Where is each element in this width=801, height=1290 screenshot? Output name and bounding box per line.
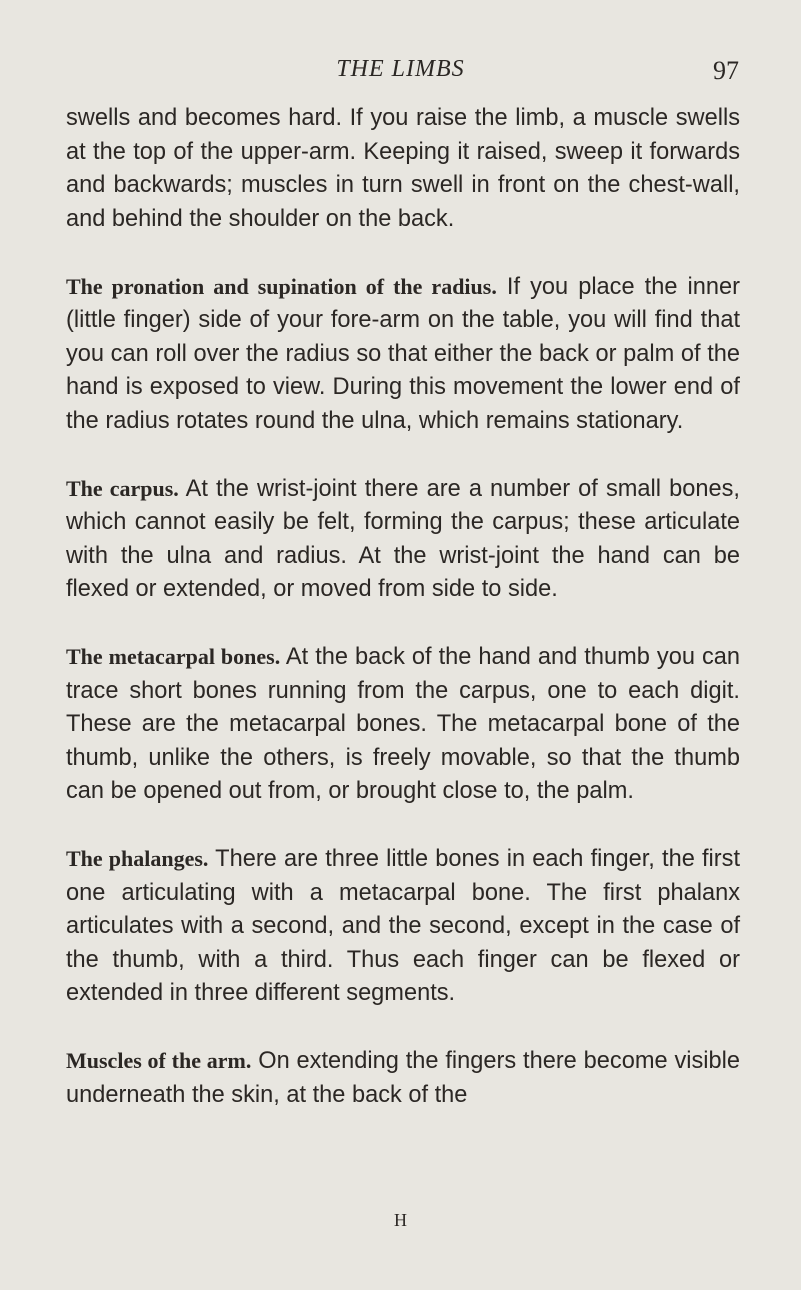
page-number: 97 [713, 56, 739, 85]
paragraph-text: There are three little bones in each finger, the first one articulating with a metacarpal bone. The first phalanx articulates with a second, and the second, except in the case of the thumb, with a third. Thus each finger can be flexed or extended in three different segments. [66, 846, 740, 1006]
signature-mark: H [394, 1210, 407, 1230]
paragraph-heading: Muscles of the arm. [66, 1048, 252, 1073]
paragraph-heading: The carpus. [66, 475, 179, 501]
paragraph-muscles-of-arm [66, 1044, 740, 1112]
paragraph-phalanges [66, 842, 740, 1011]
body-text [66, 102, 740, 1112]
paragraph-text: At the back of the hand and thumb you can trace short bones running from the carpus, one to each digit. These are the metacarpal bones. The metacarpal bone of the thumb, unlike the others, is freely movable, so that the thumb can be opened out from, or brought close to, the palm. [66, 644, 740, 804]
paragraph-continuation [66, 102, 740, 236]
paragraph-pronation-supination [66, 270, 740, 439]
paragraph-text: At the wrist-joint there are a number of small bones, which cannot easily be felt, forming the carpus; these articulate with the ulna and radius. At the wrist-joint the hand can be flexed or extended, or moved from side to side. [66, 475, 740, 602]
paragraph-carpus [66, 472, 740, 607]
paragraph-heading: The phalanges. [66, 846, 209, 871]
paragraph-text: On extending the fingers there become visible underneath the skin, at the back of the [66, 1048, 741, 1108]
paragraph-heading: The pronation and supination of the radius. [66, 273, 497, 299]
running-head [0, 56, 801, 92]
paragraph-heading: The metacarpal bones. [66, 644, 281, 669]
running-title: THE LIMBS [336, 56, 465, 82]
paragraph-text: swells and becomes hard. If you raise the limb, a muscle swells at the top of the upper-arm. Keeping it raised, sweep it forwards and backwards; muscles in turn swell in front on the chest-wall, and behind the shoulder on the back. [66, 105, 740, 232]
paragraph-metacarpal-bones [66, 640, 740, 809]
paragraph-text: If you place the inner (little finger) side of your fore-arm on the table, you will find that you can roll over the radius so that either the back or palm of the hand is exposed to view. During this movement the lower end of the radius rotates round the ulna, which remains stationary. [66, 273, 740, 434]
